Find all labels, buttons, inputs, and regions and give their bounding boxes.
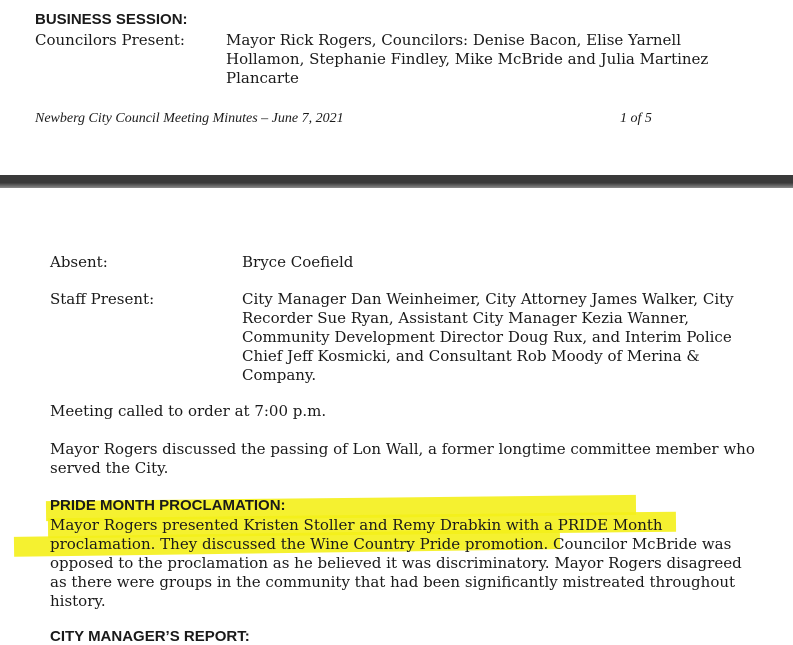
paragraph-line: as there were groups in the community that had been significantly mistreated throughout bbox=[50, 573, 736, 591]
paragraph-line: served the City. bbox=[50, 459, 169, 477]
page-divider bbox=[0, 175, 793, 188]
meeting-called-text: Meeting called to order at 7:00 p.m. bbox=[50, 402, 327, 420]
absent-label: Absent: bbox=[50, 253, 108, 271]
pride-paragraph bbox=[50, 516, 742, 611]
staff-line: City Manager Dan Weinheimer, City Attorney James Walker, City bbox=[242, 290, 734, 308]
footer-page-number: 1 of 5 bbox=[620, 111, 652, 126]
staff-line: Recorder Sue Ryan, Assistant City Manager Kezia Wanner, bbox=[242, 309, 690, 327]
footer-title: Newberg City Council Meeting Minutes – June 7, 2021 bbox=[35, 111, 344, 126]
business-session-heading: BUSINESS SESSION: bbox=[35, 11, 188, 28]
paragraph-line: proclamation. They discussed the Wine Country Pride promotion. Councilor McBride was bbox=[50, 535, 732, 553]
staff-list bbox=[242, 290, 734, 385]
councilors-line: Mayor Rick Rogers, Councilors: Denise Bacon, Elise Yarnell bbox=[226, 31, 682, 49]
paragraph-line: history. bbox=[50, 592, 106, 610]
councilors-list bbox=[226, 31, 708, 88]
councilors-label: Councilors Present: bbox=[35, 31, 185, 49]
pride-heading: PRIDE MONTH PROCLAMATION: bbox=[50, 497, 286, 514]
staff-line: Community Development Director Doug Rux, and Interim Police bbox=[242, 328, 732, 346]
paragraph-line: Mayor Rogers discussed the passing of Lon Wall, a former longtime committee member who bbox=[50, 440, 755, 458]
city-manager-heading: CITY MANAGER’S REPORT: bbox=[50, 628, 250, 645]
staff-line: Company. bbox=[242, 366, 317, 384]
councilors-line: Plancarte bbox=[226, 69, 299, 87]
staff-line: Chief Jeff Kosmicki, and Consultant Rob Moody of Merina & bbox=[242, 347, 700, 365]
paragraph-line: Mayor Rogers presented Kristen Stoller and Remy Drabkin with a PRIDE Month bbox=[50, 516, 663, 534]
absent-value: Bryce Coefield bbox=[242, 253, 354, 271]
paragraph-line: opposed to the proclamation as he believed it was discriminatory. Mayor Rogers disagreed bbox=[50, 554, 742, 572]
staff-label: Staff Present: bbox=[50, 290, 155, 308]
passing-paragraph bbox=[50, 440, 755, 478]
councilors-line: Hollamon, Stephanie Findley, Mike McBride and Julia Martinez bbox=[226, 50, 709, 68]
